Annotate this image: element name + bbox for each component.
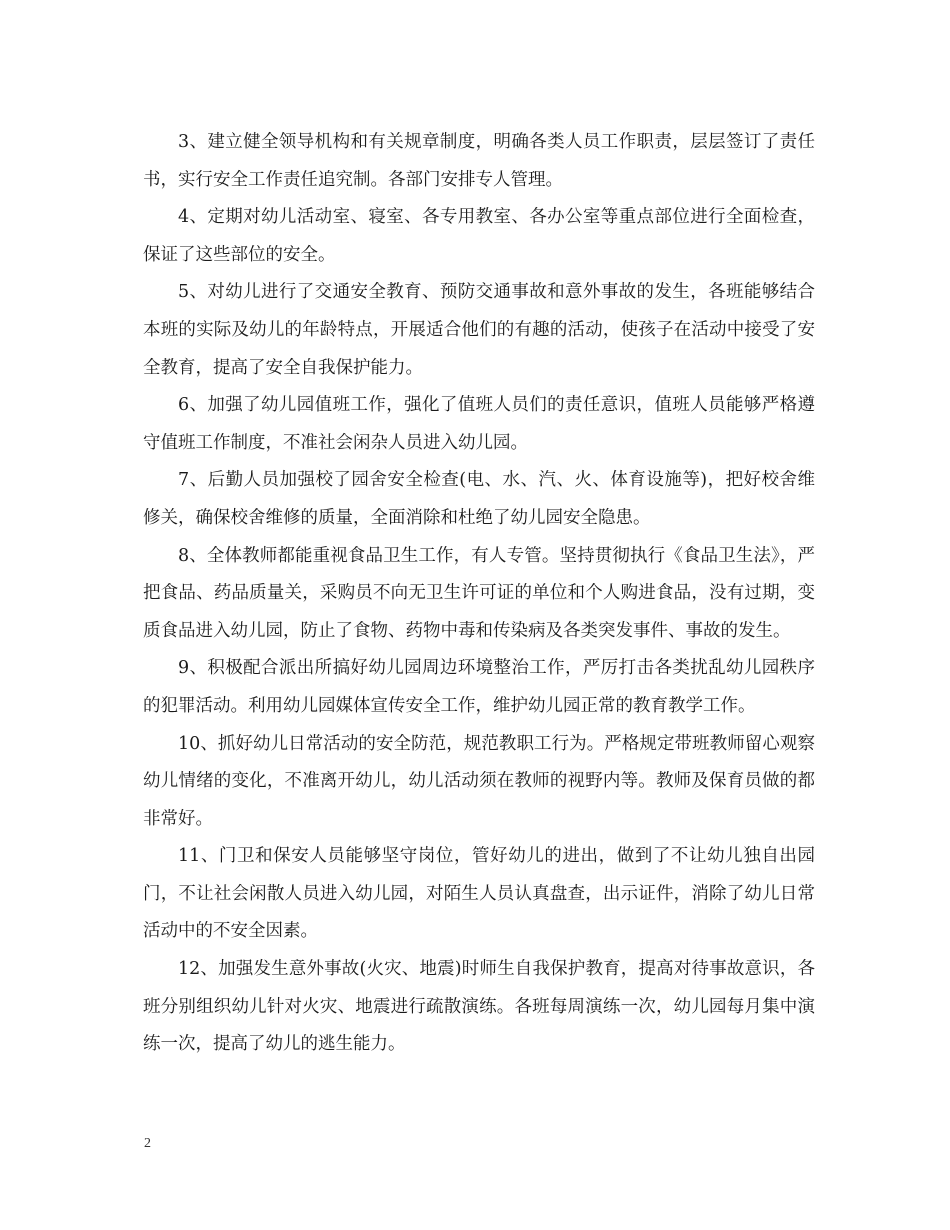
- paragraph-item-3: 3、建立健全领导机构和有关规章制度，明确各类人员工作职责，层层签订了责任书，实行安全工作责任追究制。各部门安排专人管理。: [143, 132, 815, 190]
- page-number: 2: [144, 1136, 151, 1151]
- paragraph-item-5: 5、对幼儿进行了交通安全教育、预防交通事故和意外事故的发生，各班能够结合本班的实际及幼儿的年龄特点，开展适合他们的有趣的活动，使孩子在活动中接受了安全教育，提高了安全自我保护能力。: [143, 282, 815, 378]
- paragraph-item-4: 4、定期对幼儿活动室、寝室、各专用教室、各办公室等重点部位进行全面检查，保证了这些部位的安全。: [143, 207, 815, 265]
- paragraph-item-9: 9、积极配合派出所搞好幼儿园周边环境整治工作，严厉打击各类扰乱幼儿园秩序的犯罪活动。利用幼儿园媒体宣传安全工作，维护幼儿园正常的教育教学工作。: [143, 658, 815, 716]
- body-text: [143, 124, 815, 1064]
- paragraph-item-6: 6、加强了幼儿园值班工作，强化了值班人员们的责任意识，值班人员能够严格遵守值班工作制度，不准社会闲杂人员进入幼儿园。: [143, 395, 815, 453]
- paragraph-item-8: 8、全体教师都能重视食品卫生工作，有人专管。坚持贯彻执行《食品卫生法》，严把食品、药品质量关，采购员不向无卫生许可证的单位和个人购进食品，没有过期，变质食品进入幼儿园，防止了食物、药物中毒和传染病及各类突发事件、事故的发生。: [143, 545, 815, 641]
- paragraph-item-7: 7、后勤人员加强校了园舍安全检查(电、水、汽、火、体育设施等)，把好校舍维修关，确保校舍维修的质量，全面消除和杜绝了幼儿园安全隐患。: [143, 470, 815, 528]
- paragraph-item-11: 11、门卫和保安人员能够坚守岗位，管好幼儿的进出，做到了不让幼儿独自出园门，不让社会闲散人员进入幼儿园，对陌生人员认真盘查，出示证件，消除了幼儿日常活动中的不安全因素。: [143, 846, 815, 942]
- paragraph-item-10: 10、抓好幼儿日常活动的安全防范，规范教职工行为。严格规定带班教师留心观察幼儿情绪的变化，不准离开幼儿，幼儿活动须在教师的视野内等。教师及保育员做的都非常好。: [143, 733, 815, 829]
- paragraph-item-12: 12、加强发生意外事故(火灾、地震)时师生自我保护教育，提高对待事故意识，各班分别组织幼儿针对火灾、地震进行疏散演练。各班每周演练一次，幼儿园每月集中演练一次，提高了幼儿的逃生能力。: [143, 959, 815, 1055]
